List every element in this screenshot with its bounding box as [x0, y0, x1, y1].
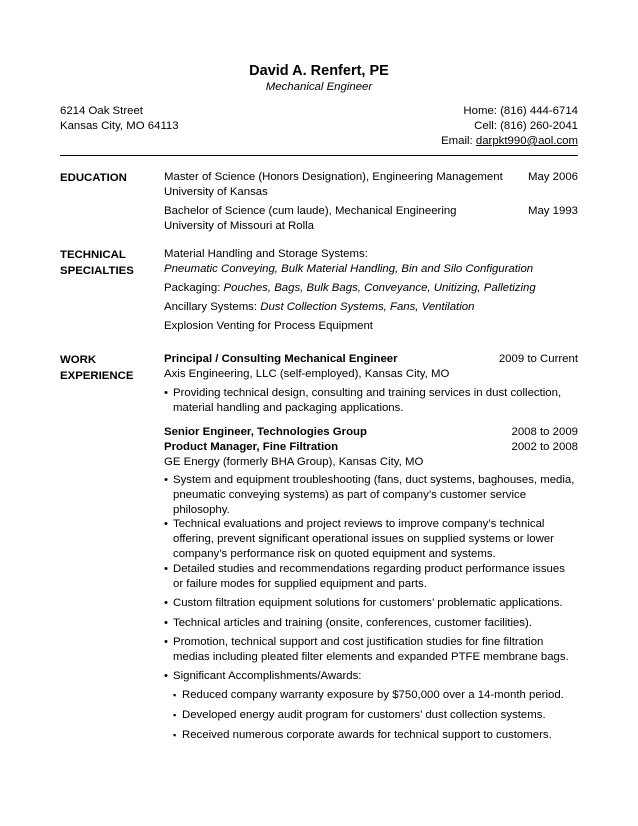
- award-item: ▪ Reduced company warranty exposure by $750,000 over a 14-month period.: [173, 688, 578, 703]
- job-company: GE Energy (formerly BHA Group), Kansas City, MO: [164, 456, 424, 468]
- job-dates: 2008 to 2009: [511, 426, 578, 438]
- job-bullet: • Technical articles and training (onsite, conferences, customer facilities).: [164, 616, 578, 631]
- job-bullet: • Detailed studies and recommendations regarding product performance issues or failure modes for supplied equipment and parts.: [164, 562, 578, 592]
- header-divider: [60, 155, 578, 156]
- job-dates: 2002 to 2008: [511, 441, 578, 453]
- section-label-specialties: [60, 247, 134, 279]
- job-company: Axis Engineering, LLC (self-employed), Kansas City, MO: [164, 368, 450, 380]
- job-axis-engineering: [164, 352, 578, 382]
- resume-name: David A. Renfert, PE: [249, 63, 389, 79]
- resume-title: Mechanical Engineer: [265, 81, 373, 93]
- job-bullet: • System and equipment troubleshooting (fans, duct systems, baghouses, media, pneumatic conveying systems) as part of company’s customer service philosophy.: [164, 473, 578, 518]
- job-bullet: • Technical evaluations and project reviews to improve company’s technical offering, prevent significant operational issues on supplied systems or lower company’s performance risk on quoted equipment and systems.: [164, 517, 578, 562]
- contact-home: Home: (816) 444-6714: [463, 105, 578, 117]
- address-street: 6214 Oak Street: [60, 105, 143, 117]
- education-degree: Master of Science (Honors Designation), Engineering Management: [164, 171, 503, 183]
- specialty-detail: Pneumatic Conveying, Bulk Material Handling, Bin and Silo Configuration: [164, 263, 534, 275]
- section-label-line: WORK: [60, 354, 97, 366]
- specialty-packaging: [164, 281, 578, 296]
- contact-email-line: [441, 134, 578, 149]
- award-item: ▪ Developed energy audit program for customers’ dust collection systems.: [173, 708, 578, 723]
- contact-email-link[interactable]: darpkt990@aol.com: [475, 135, 578, 147]
- section-label-education: EDUCATION: [60, 172, 127, 184]
- education-school: University of Kansas: [164, 186, 268, 198]
- specialty-detail: Dust Collection Systems, Fans, Ventilation: [260, 301, 475, 313]
- job-bullet: • Providing technical design, consulting and training services in dust collection, material handling and packaging applications.: [164, 386, 578, 416]
- specialty-material-handling: [164, 247, 578, 277]
- education-entry-1: [164, 170, 578, 200]
- award-item: ▪ Received numerous corporate awards for technical support to customers.: [173, 728, 578, 743]
- contact-email-label: Email:: [441, 135, 476, 147]
- section-label-line: EXPERIENCE: [60, 370, 134, 382]
- specialty-label: Ancillary Systems:: [164, 301, 261, 313]
- job-bullet: • Significant Accomplishments/Awards:: [164, 669, 578, 684]
- education-date: May 1993: [527, 205, 578, 217]
- specialty-label: Packaging:: [164, 282, 224, 294]
- job-title: Principal / Consulting Mechanical Engineer: [164, 353, 398, 365]
- education-entry-2: [164, 204, 578, 234]
- job-bullet: • Custom filtration equipment solutions for customers’ problematic applications.: [164, 596, 578, 611]
- section-label-line: SPECIALTIES: [60, 265, 134, 277]
- address-city: Kansas City, MO 64113: [60, 120, 179, 132]
- specialty-title: Material Handling and Storage Systems:: [164, 248, 368, 260]
- contact-cell: Cell: (816) 260-2041: [474, 120, 578, 132]
- job-ge-energy: [164, 425, 578, 470]
- job-title: Senior Engineer, Technologies Group: [164, 426, 367, 438]
- education-degree: Bachelor of Science (cum laude), Mechanical Engineering: [164, 205, 457, 217]
- education-school: University of Missouri at Rolla: [164, 220, 315, 232]
- specialty-ancillary: [164, 300, 578, 315]
- specialty-detail: Pouches, Bags, Bulk Bags, Conveyance, Unitizing, Palletizing: [223, 282, 536, 294]
- job-title: Product Manager, Fine Filtration: [164, 441, 339, 453]
- job-dates: 2009 to Current: [498, 353, 578, 365]
- section-label-experience: [60, 352, 133, 384]
- job-bullet: • Promotion, technical support and cost justification studies for fine filtration medias including pleated filter elements and expanded PTFE membrane bags.: [164, 635, 578, 665]
- section-label-line: TECHNICAL: [60, 249, 126, 261]
- education-date: May 2006: [527, 171, 578, 183]
- specialty-explosion-venting: Explosion Venting for Process Equipment: [164, 320, 373, 332]
